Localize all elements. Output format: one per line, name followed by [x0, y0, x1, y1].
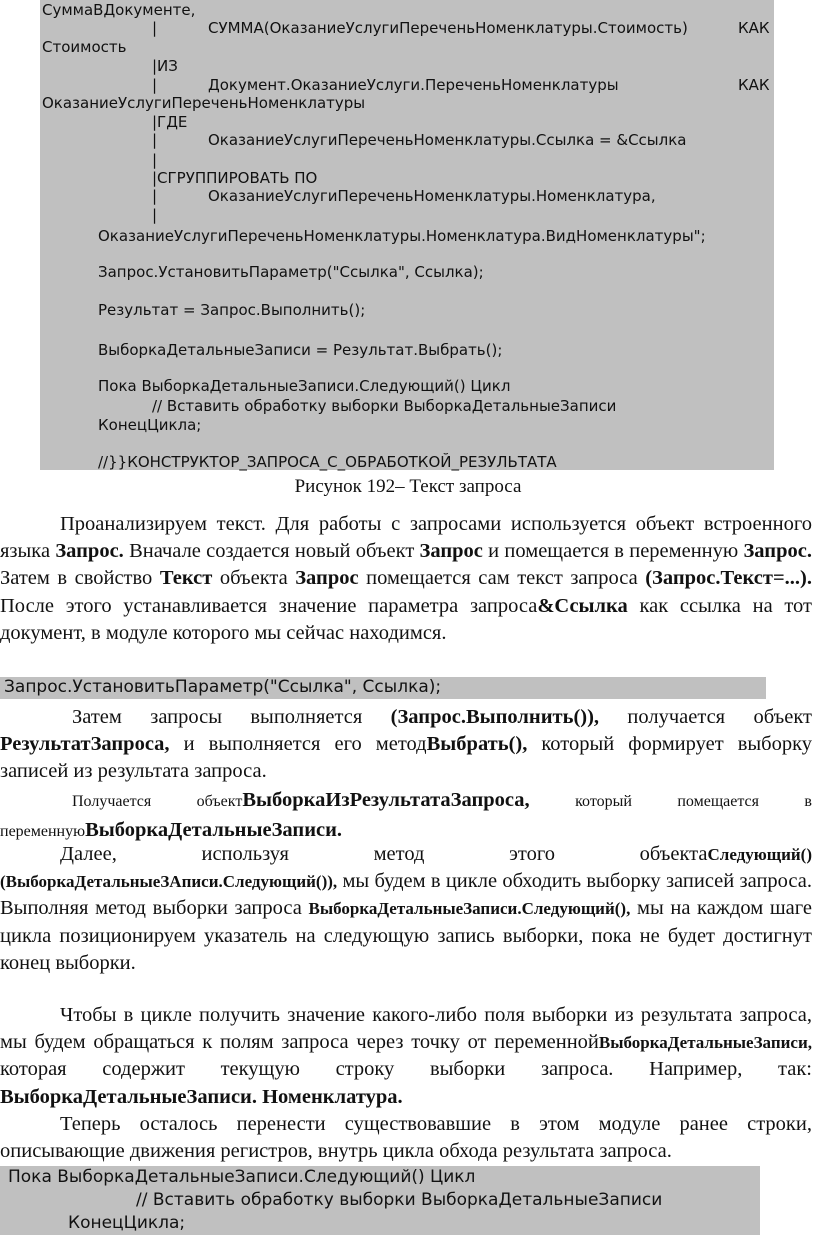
code-line: КАК	[738, 19, 770, 37]
code-line: ОказаниеУслугиПереченьНоменклатуры.Номенклатура.ВидНоменклатуры";	[98, 227, 706, 245]
paragraph-move-lines: Теперь осталось перенести существовавшие в этом модуле ранее строки, описывающие движения регистров, внутрь цикла обхода результата запроса.	[0, 1113, 812, 1163]
code-line: // Вставить обработку выборки ВыборкаДетальныеЗаписи	[136, 1190, 663, 1210]
code-line: |	[152, 19, 158, 37]
code-line: КонецЦикла;	[68, 1213, 186, 1233]
code-snippet-loop	[0, 1166, 760, 1235]
paragraph-selection-object: Получается объектВыборкаИзРезультатаЗапроса, который помещается в переменнуюВыборкаДетальныеЗаписи.	[0, 789, 812, 841]
code-line: СУММА(ОказаниеУслугиПереченьНоменклатуры.Стоимость)	[208, 19, 688, 37]
code-line: |	[152, 206, 158, 224]
code-line: Документ.ОказаниеУслуги.ПереченьНоменклатуры	[208, 76, 619, 94]
code-line: Пока ВыборкаДетальныеЗаписи.Следующий() Цикл	[8, 1167, 476, 1187]
code-line: КонецЦикла;	[98, 416, 202, 434]
paragraph-next-method: Далее, используя метод этого объектаСледующий() (ВыборкаДетальныеЗАписи.Следующий()), мы будем в цикле обходить выборку записей запроса. Выполняя метод выборки запроса ВыборкаДетальныеЗаписи.Следующий(), мы на каждом шаге цикла позиционируем указатель на следующую запись выборки, пока не будет достигнут конец выборки.	[0, 843, 812, 974]
paragraph-field-access: Чтобы в цикле получить значение какого-либо поля выборки из результата запроса, мы будем обращаться к полям запроса через точку от переменнойВыборкаДетальныеЗаписи, которая содержит текущую строку выборки запроса. Например, так: ВыборкаДетальныеЗаписи. Номенклатура.	[0, 1004, 812, 1108]
code-line: ВыборкаДетальныеЗаписи = Результат.Выбрать();	[98, 341, 503, 359]
code-line: Результат = Запрос.Выполнить();	[98, 301, 366, 319]
code-line: Стоимость	[42, 38, 127, 56]
code-line: Запрос.УстановитьПараметр("Ссылка", Ссылка);	[98, 263, 484, 281]
code-line: Пока ВыборкаДетальныеЗаписи.Следующий() Цикл	[98, 377, 511, 395]
code-line: |	[152, 76, 158, 94]
code-line: |ИЗ	[152, 57, 178, 75]
code-line: |ГДЕ	[152, 113, 188, 131]
code-line: ОказаниеУслугиПереченьНоменклатуры.Ссылка = &Ссылка	[208, 131, 687, 149]
code-line: КАК	[738, 76, 770, 94]
code-line: Запрос.УстановитьПараметр("Ссылка", Ссылка);	[4, 677, 442, 697]
code-line: ОказаниеУслугиПереченьНоменклатуры	[42, 94, 366, 112]
paragraph-intro: Проанализируем текст. Для работы с запросами используется объект встроенного языка Запрос. Вначале создается новый объект Запрос и помещается в переменную Запрос. Затем в свойство Текст объекта Запрос помещается сам текст запроса (Запрос.Текст=...). После этого устанавливается значение параметра запроса&Ссылка как ссылка на тот документ, в модуле которого мы сейчас находимся.	[0, 513, 812, 644]
figure-caption: Рисунок 192– Текст запроса	[294, 476, 522, 497]
code-line: // Вставить обработку выборки ВыборкаДетальныеЗаписи	[152, 397, 617, 415]
code-line: |	[152, 131, 158, 149]
code-line: //}}КОНСТРУКТОР_ЗАПРОСА_С_ОБРАБОТКОЙ_РЕЗУЛЬТАТА	[98, 453, 557, 471]
code-snippet-set-parameter	[0, 677, 766, 699]
code-line: ОказаниеУслугиПереченьНоменклатуры.Номенклатура,	[208, 187, 656, 205]
paragraph-execute: Затем запросы выполняется (Запрос.Выполнить()), получается объект РезультатЗапроса, и выполняется его методВыбрать(), который формирует выборку записей из результата запроса.	[0, 706, 812, 783]
code-line: |СГРУППИРОВАТЬ ПО	[152, 169, 318, 187]
code-line: |	[152, 187, 158, 205]
query-code-screenshot	[40, 0, 774, 470]
code-line: СуммаВДокументе,	[42, 1, 196, 19]
code-line: |	[152, 151, 158, 169]
